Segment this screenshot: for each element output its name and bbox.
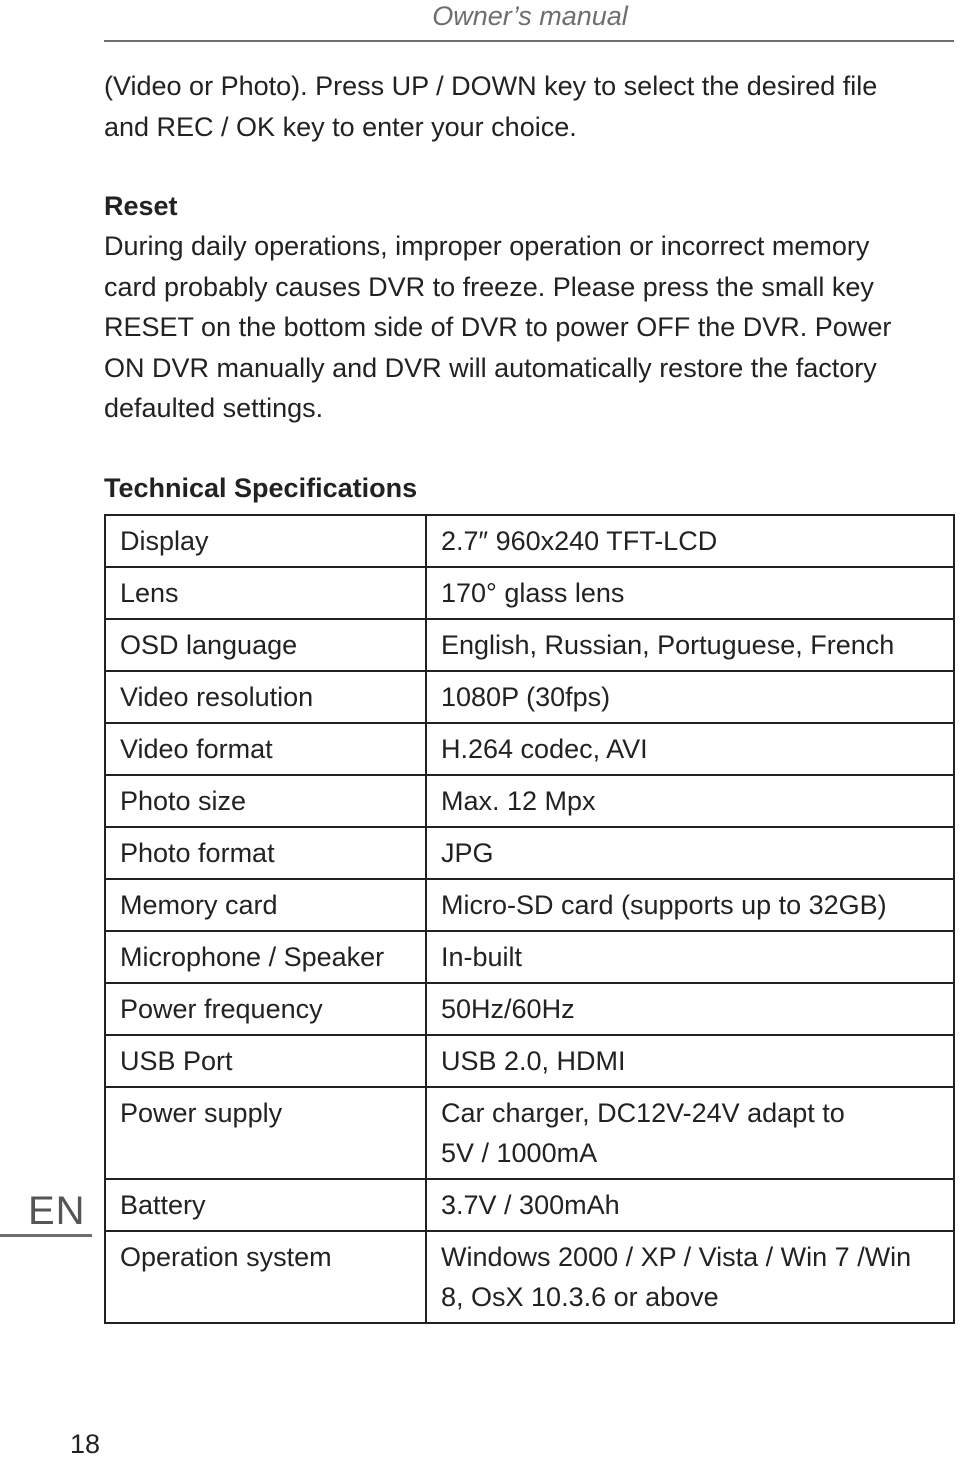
- spec-row: [105, 827, 954, 879]
- spec-value: [426, 827, 954, 879]
- spec-row: [105, 619, 954, 671]
- spec-value: [426, 723, 954, 775]
- spec-value: [426, 1179, 954, 1231]
- spec-value-line: 8, OsX 10.3.6 or above: [441, 1282, 719, 1312]
- spec-label: Power supply: [105, 1087, 426, 1179]
- technical-specifications-heading: Technical Specifications: [104, 473, 418, 503]
- spec-row: [105, 983, 954, 1035]
- spec-value: [426, 983, 954, 1035]
- spec-label: Photo format: [105, 827, 426, 879]
- reset-paragraph: [104, 226, 960, 429]
- spec-label: Operation system: [105, 1231, 426, 1323]
- spec-row: [105, 1087, 954, 1179]
- spec-value: [426, 671, 954, 723]
- spec-row: [105, 1231, 954, 1323]
- spec-row: [105, 931, 954, 983]
- page-number: 18: [70, 1429, 101, 1459]
- paragraph-line: (Video or Photo). Press UP / DOWN key to select the desired file: [104, 71, 878, 101]
- spec-label: Memory card: [105, 879, 426, 931]
- spec-value-line: 50Hz/60Hz: [441, 994, 575, 1024]
- spec-value: [426, 1087, 954, 1179]
- spec-value: [426, 515, 954, 567]
- spec-value-line: 1080P (30fps): [441, 682, 611, 712]
- spec-value-line: English, Russian, Portuguese, French: [441, 630, 895, 660]
- spec-row: [105, 515, 954, 567]
- spec-label: Power frequency: [105, 983, 426, 1035]
- spec-value: [426, 1231, 954, 1323]
- intro-paragraph: [104, 66, 960, 147]
- header-divider: [104, 40, 954, 42]
- paragraph-line: ON DVR manually and DVR will automatically restore the factory: [104, 352, 877, 383]
- spec-value-line: 3.7V / 300mAh: [441, 1190, 620, 1220]
- spec-value-line: H.264 codec, AVI: [441, 734, 648, 764]
- spec-value: [426, 775, 954, 827]
- spec-label: Battery: [105, 1179, 426, 1231]
- reset-heading: Reset: [104, 191, 178, 221]
- paragraph-line: defaulted settings.: [104, 393, 324, 423]
- spec-value-line: 5V / 1000mA: [441, 1138, 598, 1168]
- spec-value-line: Micro-SD card (supports up to 32GB): [441, 890, 887, 920]
- spec-value-line: 2.7″ 960x240 TFT-LCD: [441, 526, 718, 556]
- spec-value: [426, 619, 954, 671]
- spec-label: Display: [105, 515, 426, 567]
- spec-label: Lens: [105, 567, 426, 619]
- spec-value: [426, 931, 954, 983]
- spec-label: OSD language: [105, 619, 426, 671]
- paragraph-line: RESET on the bottom side of DVR to power OFF the DVR. Power: [104, 312, 892, 342]
- spec-value-line: 170° glass lens: [441, 578, 625, 608]
- specifications-table: [104, 514, 955, 1324]
- spec-value-line: USB 2.0, HDMI: [441, 1046, 626, 1076]
- spec-label: Video resolution: [105, 671, 426, 723]
- spec-row: [105, 1179, 954, 1231]
- running-header-title: Owner’s manual: [432, 1, 628, 31]
- spec-row: [105, 671, 954, 723]
- spec-value-line: In-built: [441, 942, 523, 972]
- spec-value-line: JPG: [441, 838, 494, 868]
- paragraph-line: and REC / OK key to enter your choice.: [104, 111, 577, 142]
- paragraph-line: During daily operations, improper operation or incorrect memory: [104, 231, 870, 261]
- spec-label: USB Port: [105, 1035, 426, 1087]
- spec-row: [105, 567, 954, 619]
- spec-value-line: Max. 12 Mpx: [441, 786, 596, 816]
- spec-value-line: Windows 2000 / XP / Vista / Win 7 /Win: [441, 1242, 912, 1272]
- spec-row: [105, 723, 954, 775]
- spec-label: Photo size: [105, 775, 426, 827]
- spec-row: [105, 879, 954, 931]
- spec-value: [426, 1035, 954, 1087]
- spec-row: [105, 775, 954, 827]
- specifications-table-body: [105, 515, 954, 1323]
- paragraph-line: card probably causes DVR to freeze. Please press the small key: [104, 271, 874, 302]
- language-tag-underline: [0, 1234, 92, 1237]
- language-tag: EN: [28, 1189, 86, 1233]
- spec-value-line: Car charger, DC12V-24V adapt to: [441, 1098, 845, 1128]
- spec-value: [426, 567, 954, 619]
- spec-label: Video format: [105, 723, 426, 775]
- spec-value: [426, 879, 954, 931]
- spec-label: Microphone / Speaker: [105, 931, 426, 983]
- spec-row: [105, 1035, 954, 1087]
